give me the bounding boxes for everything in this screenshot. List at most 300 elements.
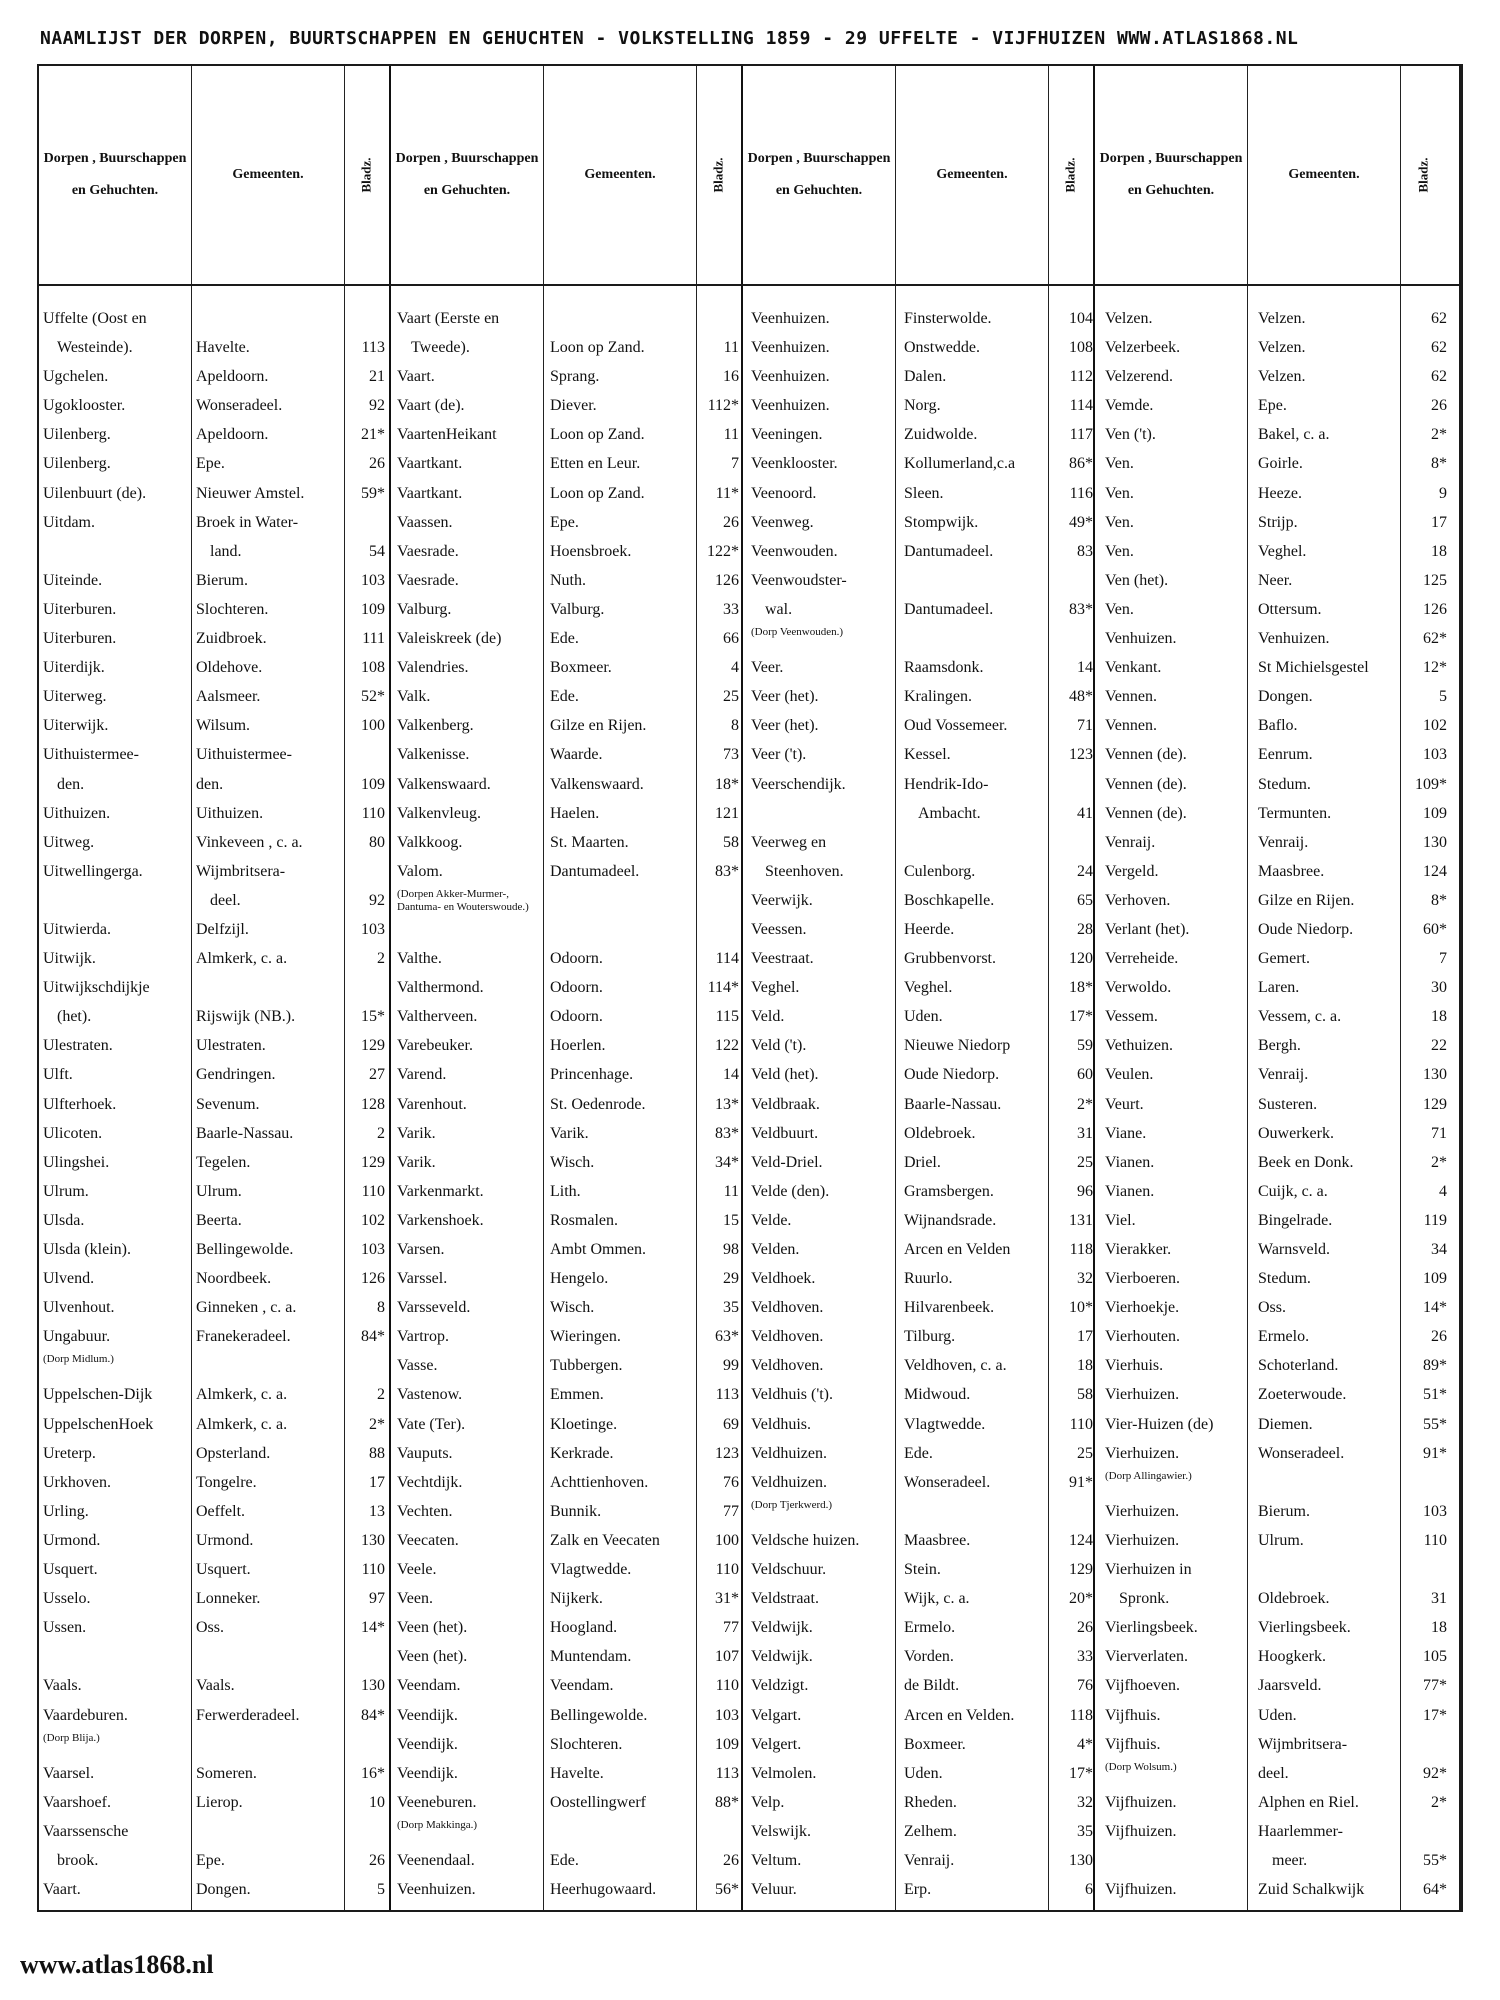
page-number: 6	[1085, 1881, 1093, 1899]
municipality: Bakel, c. a.	[1258, 426, 1330, 444]
place-name: Usselo.	[43, 1590, 91, 1608]
place-name: Viane.	[1105, 1124, 1147, 1142]
municipality: Wisch.	[550, 1153, 595, 1171]
page-number: 32	[1077, 1793, 1093, 1811]
place-name: Valk.	[397, 688, 431, 706]
place-name: Veghel.	[751, 979, 800, 997]
municipality: Opsterland.	[196, 1444, 271, 1462]
place-name: Varend.	[397, 1066, 447, 1084]
place-name: Ungabuur.	[43, 1328, 111, 1346]
municipality: Laren.	[1258, 979, 1300, 997]
municipality: Venhuizen.	[1258, 630, 1330, 648]
table-row	[747, 1468, 1099, 1497]
table-row	[39, 1148, 391, 1177]
page-number: 18*	[1069, 979, 1093, 997]
table-row	[747, 420, 1099, 449]
municipality: Haarlemmer-	[1258, 1822, 1343, 1840]
municipality: Jaarsveld.	[1258, 1677, 1322, 1695]
page-number: 83*	[715, 862, 739, 880]
municipality: Broek in Water-	[196, 513, 299, 531]
municipality: Loon op Zand.	[550, 484, 645, 502]
page-number: 31	[1431, 1590, 1447, 1608]
page-number: 121	[715, 804, 739, 822]
header-bladz: Bladz.	[697, 66, 743, 284]
place-name: Vauputs.	[397, 1444, 453, 1462]
page-number: 31	[1077, 1124, 1093, 1142]
table-row	[393, 333, 745, 362]
municipality: deel.	[210, 891, 241, 909]
municipality: Wijnandsrade.	[904, 1211, 997, 1229]
place-name: Vaarshoef.	[43, 1793, 111, 1811]
place-name: Uitweg.	[43, 833, 95, 851]
place-name: Veldhuizen.	[751, 1473, 827, 1491]
page-number	[345, 857, 391, 886]
place-name: Vierhuizen.	[1105, 1502, 1180, 1520]
municipality: Boxmeer.	[904, 1735, 966, 1753]
municipality: Nijkerk.	[550, 1590, 603, 1608]
page-number: 29	[723, 1270, 739, 1288]
table-row	[393, 973, 745, 1002]
table-row	[39, 711, 391, 740]
municipality: Usquert.	[196, 1561, 251, 1579]
page-number: 108	[361, 659, 385, 677]
place-name: Ven (het).	[1105, 571, 1169, 589]
place-name: Vierboeren.	[1105, 1270, 1180, 1288]
table-row	[747, 1730, 1099, 1759]
municipality: Epe.	[1258, 397, 1287, 415]
table-row	[1101, 653, 1453, 682]
place-name: Uitwierda.	[43, 920, 111, 938]
place-name: Veendijk.	[397, 1706, 458, 1724]
place-name: Veendam.	[397, 1677, 461, 1695]
municipality: Sprang.	[550, 368, 600, 386]
municipality: Gilze en Rijen.	[550, 717, 647, 735]
place-name: Vijfhuizen.	[1105, 1881, 1177, 1899]
page-number: 110	[1069, 1415, 1093, 1433]
page-number: 17*	[1069, 1764, 1093, 1782]
place-name: Veeneburen.	[397, 1793, 477, 1811]
place-name: VaartenHeikant	[397, 426, 497, 444]
municipality: Tilburg.	[904, 1328, 956, 1346]
municipality: Bergh.	[1258, 1037, 1301, 1055]
municipality: den.	[196, 775, 224, 793]
place-name: Uitdam.	[43, 513, 95, 531]
page-number: 55*	[1423, 1415, 1447, 1433]
place-name: Ugoklooster.	[43, 397, 126, 415]
table-row	[747, 304, 1099, 333]
municipality	[1254, 1468, 1407, 1497]
municipality: Hoogkerk.	[1258, 1648, 1326, 1666]
place-name: Ureterp.	[43, 1444, 96, 1462]
municipality: deel.	[1258, 1764, 1289, 1782]
table-row	[1101, 799, 1453, 828]
municipality: Almkerk, c. a.	[196, 950, 288, 968]
page-number: 25	[1077, 1444, 1093, 1462]
municipality: Venraij.	[1258, 833, 1309, 851]
page-number: 103	[361, 920, 385, 938]
place-name: Varik.	[397, 1124, 436, 1142]
page-number: 83	[1077, 542, 1093, 560]
table-row	[393, 1526, 745, 1555]
place-name: Vessem.	[1105, 1008, 1158, 1026]
municipality: Oude Niedorp.	[1258, 920, 1354, 938]
municipality: Vessem, c. a.	[1258, 1008, 1342, 1026]
place-name: Varenhout.	[397, 1095, 467, 1113]
place-name: Veer.	[751, 659, 784, 677]
municipality: Velzen.	[1258, 339, 1306, 357]
municipality: Gilze en Rijen.	[1258, 891, 1355, 909]
place-name: Spronk.	[1119, 1590, 1170, 1608]
table-row	[393, 1060, 745, 1089]
municipality: Baflo.	[1258, 717, 1298, 735]
place-name: Veer (het).	[751, 717, 819, 735]
page-number: 2	[377, 1124, 385, 1142]
municipality: Dantumadeel.	[904, 600, 994, 618]
municipality: Uden.	[904, 1008, 943, 1026]
page-number	[1407, 1730, 1453, 1759]
page-number: 55*	[1423, 1851, 1447, 1869]
place-name: Vaart.	[43, 1881, 81, 1899]
table-row	[747, 799, 1099, 828]
page-number: 63*	[715, 1328, 739, 1346]
municipality: Arcen en Velden	[904, 1241, 1011, 1258]
table-row	[39, 624, 391, 653]
municipality: Oldebroek.	[904, 1124, 976, 1142]
municipality: Heerde.	[904, 920, 955, 938]
page-number: 13*	[715, 1095, 739, 1113]
table-row	[39, 1613, 391, 1642]
municipality: Nuth.	[550, 571, 586, 589]
place-name: Valendries.	[397, 659, 469, 677]
table-row	[747, 1235, 1099, 1264]
place-name: Uiterdijk.	[43, 659, 105, 677]
municipality: Wonseradeel.	[904, 1473, 991, 1491]
place-name: Uppelschen-Dijk	[43, 1386, 153, 1404]
page-number: 49*	[1069, 513, 1093, 531]
municipality: Baarle-Nassau.	[904, 1095, 1002, 1113]
place-name: Vaart (Eerste en	[397, 310, 500, 327]
municipality: Zalk en Veecaten	[550, 1531, 660, 1549]
municipality: Hilvarenbeek.	[904, 1299, 995, 1317]
page-number: 109	[361, 600, 385, 618]
municipality	[546, 304, 699, 333]
municipality: Gendringen.	[196, 1066, 276, 1084]
municipality: Almkerk, c. a.	[196, 1415, 288, 1433]
municipality: Slochteren.	[196, 600, 269, 618]
page-number: 14	[723, 1066, 739, 1084]
table-row	[1101, 1090, 1453, 1119]
page-number	[1053, 828, 1099, 857]
page-number: 126	[361, 1270, 385, 1288]
place-name: Veenhuizen.	[751, 397, 830, 415]
place-name: Uiteinde.	[43, 571, 103, 589]
municipality: Emmen.	[550, 1386, 604, 1404]
place-name: (het).	[57, 1008, 92, 1026]
table-row	[747, 886, 1099, 915]
header-gemeenten: Gemeenten.	[1248, 66, 1401, 284]
table-row	[39, 1584, 391, 1613]
place-name: Veeningen.	[751, 426, 823, 444]
table-row	[393, 1555, 745, 1584]
table-row	[393, 1642, 745, 1671]
page-number: 5	[377, 1881, 385, 1899]
page-number: 26	[723, 1851, 739, 1869]
municipality: Boxmeer.	[550, 659, 612, 677]
table-row	[393, 711, 745, 740]
municipality: Haelen.	[550, 804, 600, 822]
municipality: Wijk, c. a.	[904, 1590, 970, 1608]
municipality: Zuid Schalkwijk	[1258, 1881, 1365, 1899]
municipality: Stedum.	[1258, 775, 1311, 793]
page-number: 2*	[1431, 1793, 1447, 1811]
municipality: Raamsdonk.	[904, 659, 984, 677]
table-row	[747, 1060, 1099, 1089]
table-row	[747, 479, 1099, 508]
place-name: Vartrop.	[397, 1328, 449, 1346]
municipality: Achttienhoven.	[550, 1473, 649, 1491]
page-number: 103	[1423, 746, 1447, 764]
municipality: Vierlingsbeek.	[1258, 1619, 1351, 1637]
table-row	[39, 391, 391, 420]
table-row	[39, 333, 391, 362]
place-name: (Dorpen Akker-Murmer-, Dantuma- en Wouterswoude.)	[397, 887, 529, 913]
page-number	[345, 304, 391, 333]
page-number: 58	[723, 833, 739, 851]
place-name: UppelschenHoek	[43, 1415, 154, 1433]
table-row	[1101, 1613, 1453, 1642]
table-row	[39, 915, 391, 944]
table-row	[39, 1410, 391, 1439]
page-number: 8	[377, 1299, 385, 1317]
municipality: Lierop.	[196, 1793, 243, 1811]
municipality: Midwoud.	[904, 1386, 971, 1404]
place-name: Veld ('t).	[751, 1037, 807, 1055]
page-number: 102	[1423, 717, 1447, 735]
municipality	[192, 973, 345, 1002]
place-name: brook.	[57, 1851, 99, 1869]
table-row	[393, 1468, 745, 1497]
municipality: Diemen.	[1258, 1415, 1313, 1433]
table-row	[1101, 857, 1453, 886]
municipality	[1254, 1555, 1407, 1584]
municipality: Valkenswaard.	[550, 775, 644, 793]
table-row	[393, 1410, 745, 1439]
municipality: Franekeradeel.	[196, 1328, 291, 1346]
place-name: Uiterweg.	[43, 688, 107, 706]
page-number: 110	[1423, 1531, 1447, 1549]
table-row	[1101, 1817, 1453, 1846]
page-number: 118	[1069, 1706, 1093, 1724]
page-number: 112*	[707, 397, 739, 415]
place-name: Verlant (het).	[1105, 920, 1190, 938]
place-name: Valburg.	[397, 600, 452, 618]
municipality: Epe.	[196, 455, 225, 473]
place-name: Veldwijk.	[751, 1648, 813, 1666]
municipality: Ferwerderadeel.	[196, 1706, 300, 1724]
municipality: St. Oedenrode.	[550, 1095, 646, 1113]
page-number	[1053, 624, 1099, 653]
place-name: Velde.	[751, 1211, 792, 1229]
municipality: Baarle-Nassau.	[196, 1124, 294, 1142]
page-number: 41	[1077, 804, 1093, 822]
table-row	[1101, 1264, 1453, 1293]
page-number: 62	[1431, 339, 1447, 357]
municipality: Oss.	[196, 1619, 225, 1637]
municipality: Wilsum.	[196, 717, 251, 735]
page-number: 4	[731, 659, 739, 677]
table-row	[747, 1119, 1099, 1148]
place-name: Vijfhuis.	[1105, 1706, 1161, 1724]
municipality: Dalen.	[904, 368, 947, 386]
table-row	[393, 857, 745, 886]
place-name: Velden.	[751, 1241, 800, 1258]
page-number: 27	[369, 1066, 385, 1084]
place-name: Vianen.	[1105, 1153, 1155, 1171]
municipality: Aalsmeer.	[196, 688, 261, 706]
place-name: Verhoven.	[1105, 891, 1171, 909]
page-number: 109	[1423, 804, 1447, 822]
page-number	[345, 1351, 391, 1380]
table-row	[1101, 740, 1453, 769]
municipality: Kollumerland,c.a	[904, 455, 1016, 473]
place-name: Valkkoog.	[397, 833, 463, 851]
table-row	[39, 1497, 391, 1526]
table-row	[39, 449, 391, 478]
municipality: Oostellingwerf	[550, 1793, 646, 1811]
header-dorpen: Dorpen , Buurschappen en Gehuchten.	[743, 66, 896, 284]
page-number: 28	[1077, 920, 1093, 938]
municipality: Ottersum.	[1258, 600, 1322, 618]
page-number: 10*	[1069, 1299, 1093, 1317]
page-number: 91*	[1423, 1444, 1447, 1462]
page-number: 11	[723, 1182, 739, 1200]
page-number: 69	[723, 1415, 739, 1433]
municipality: Wijmbritsera-	[196, 862, 286, 880]
place-name: Velzerbeek.	[1105, 339, 1181, 357]
municipality: Neer.	[1258, 571, 1293, 589]
table-row	[747, 1439, 1099, 1468]
place-name: Veldhuis ('t).	[751, 1386, 833, 1404]
table-row	[393, 1090, 745, 1119]
page-number: 2	[377, 1386, 385, 1404]
header-bladz: Bladz.	[1415, 157, 1431, 193]
place-name: Valom.	[397, 862, 443, 880]
page-number	[1053, 770, 1099, 799]
place-name: Vennen.	[1105, 688, 1157, 706]
page-number: 122*	[707, 542, 739, 560]
table-row	[393, 799, 745, 828]
place-name: Veldhuizen.	[751, 1444, 827, 1462]
table-row	[39, 1817, 391, 1846]
municipality: Rijswijk (NB.).	[196, 1008, 296, 1026]
page-number: 24	[1077, 862, 1093, 880]
page-number: 105	[1423, 1648, 1447, 1666]
place-name: Vaesrade.	[397, 542, 459, 560]
table-row	[39, 1264, 391, 1293]
municipality: Rosmalen.	[550, 1211, 618, 1229]
table-row	[1101, 333, 1453, 362]
page-number: 113	[715, 1386, 739, 1404]
place-name: Uiterburen.	[43, 630, 117, 648]
table-row	[747, 624, 1099, 653]
page-number: 84*	[361, 1706, 385, 1724]
table-row	[1101, 479, 1453, 508]
municipality: Etten en Leur.	[550, 455, 641, 473]
municipality: Ede.	[904, 1444, 933, 1462]
header-dorpen: Dorpen , Buurschappen en Gehuchten.	[1095, 66, 1248, 284]
municipality: Oldebroek.	[1258, 1590, 1330, 1608]
place-name: Velzen.	[1105, 310, 1153, 327]
municipality: Cuijk, c. a.	[1258, 1182, 1328, 1200]
table-row	[393, 740, 745, 769]
table-row	[39, 420, 391, 449]
table-row	[1101, 1642, 1453, 1671]
municipality: Sleen.	[904, 484, 944, 502]
table-row	[393, 479, 745, 508]
place-name: (Dorp Allingawier.)	[1105, 1469, 1192, 1482]
place-name: Veenhuizen.	[751, 368, 830, 386]
table-row	[393, 420, 745, 449]
municipality: Driel.	[904, 1153, 941, 1171]
table-row	[747, 1002, 1099, 1031]
place-name: Ulsda (klein).	[43, 1241, 131, 1258]
municipality: Sevenum.	[196, 1095, 260, 1113]
place-name: Vierhouten.	[1105, 1328, 1181, 1346]
place-name: Vaals.	[43, 1677, 82, 1695]
municipality: Beek en Donk.	[1258, 1153, 1354, 1171]
table-row	[393, 886, 745, 915]
table-row	[393, 1759, 745, 1788]
place-name: Veenhuizen.	[751, 339, 830, 357]
page-number: 92	[369, 891, 385, 909]
page-number: 110	[715, 1561, 739, 1579]
municipality: Kessel.	[904, 746, 951, 764]
place-name: Ulestraten.	[43, 1037, 113, 1055]
place-name: Veldsche huizen.	[751, 1531, 860, 1549]
page-number: 33	[1077, 1648, 1093, 1666]
municipality: Oldehove.	[196, 659, 263, 677]
page-number	[345, 1642, 391, 1671]
municipality: Zuidbroek.	[196, 630, 267, 648]
table-row	[393, 682, 745, 711]
place-name: Velzerend.	[1105, 368, 1173, 386]
page-number	[345, 1817, 391, 1846]
page-number: 109	[361, 775, 385, 793]
municipality: Apeldoorn.	[196, 368, 269, 386]
municipality: Maasbree.	[904, 1531, 971, 1549]
page-number: 11	[723, 339, 739, 357]
page-number: 17	[1431, 513, 1447, 531]
page-number: 80	[369, 833, 385, 851]
place-name: Velswijk.	[751, 1822, 811, 1840]
page-number: 26	[1077, 1619, 1093, 1637]
municipality: Tongelre.	[196, 1473, 257, 1491]
table-row	[393, 1701, 745, 1730]
place-name: Veenwouden.	[751, 542, 838, 560]
page-number: 56*	[715, 1881, 739, 1899]
page-number: 86*	[1069, 455, 1093, 473]
table-row	[39, 944, 391, 973]
table-row	[1101, 944, 1453, 973]
place-name: Vierakker.	[1105, 1241, 1172, 1258]
page-number: 2*	[1431, 426, 1447, 444]
page-number: 2*	[369, 1415, 385, 1433]
page-number: 117	[1069, 426, 1093, 444]
municipality: Bierum.	[196, 571, 248, 589]
page-number: 26	[369, 1851, 385, 1869]
municipality: Kloetinge.	[550, 1415, 618, 1433]
municipality: Zelhem.	[904, 1822, 957, 1840]
